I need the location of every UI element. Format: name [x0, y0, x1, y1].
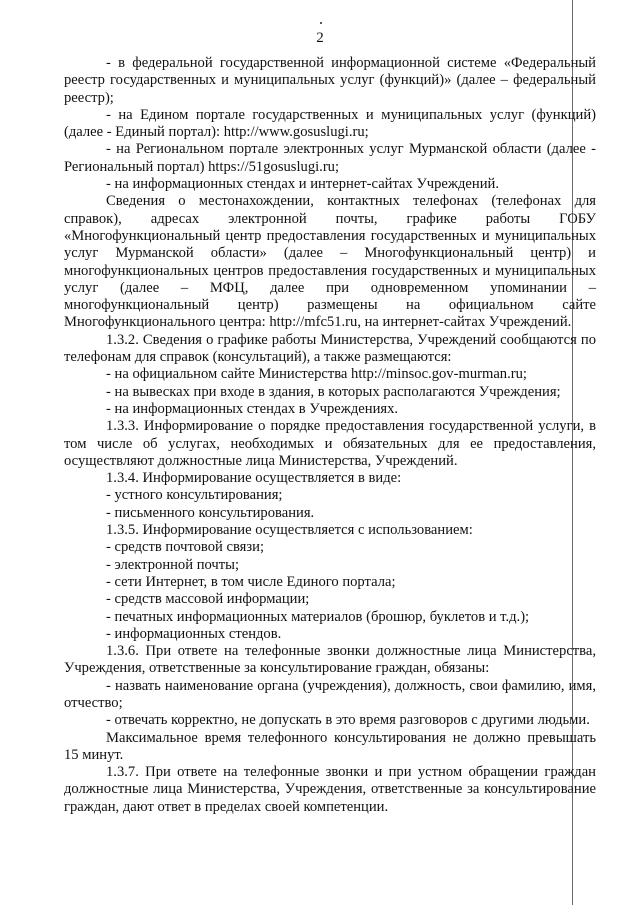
paragraph: 1.3.6. При ответе на телефонные звонки должностные лица Министерства, Учреждения, ответственные за консультирование граждан, обязаны: [64, 643, 596, 677]
paragraph: - устного консультирования; [106, 487, 283, 504]
paragraph: 1.3.5. Информирование осуществляется с использованием: [106, 522, 473, 539]
paragraph: 1.3.7. При ответе на телефонные звонки и при устном обращении граждан должностные лица Министерства, Учреждения, ответственные за консультирование граждан, дают ответ в пределах своей компетенции. [64, 764, 596, 815]
paragraph: - средств почтовой связи; [106, 539, 265, 556]
paragraph: Сведения о местонахождении, контактных телефонах (телефонах для справок), адресах электронной почты, графике работы ГОБУ «Многофункциональный центр предоставления государственных и муниципальных услуг Мурманской области» (далее – Многофункциональный центр) и многофункциональных центров предоставления государственных и муниципальных услуг (далее – МФЦ, далее при одновременном упоминании – многофункциональный центр) размещены на официальном сайте Многофункционального центра: http://mfc51.ru, на интернет-сайтах Учреждений. [64, 193, 596, 331]
scan-mark [320, 22, 322, 24]
paragraph: - печатных информационных материалов (брошюр, буклетов и т.д.); [106, 608, 530, 625]
paragraph: 1.3.3. Информирование о порядке предоставления государственной услуги, в том числе об услугах, необходимых и обязательных для ее предоставления, осуществляют должностные лица Министерства, Учреждений. [64, 418, 596, 469]
paragraph: - на Едином портале государственных и муниципальных услуг (функций) (далее - Единый портал): http://www.gosuslugi.ru; [64, 106, 596, 141]
page-number: 2 [316, 30, 324, 46]
paragraph: - на информационных стендах в Учреждениях. [106, 400, 399, 417]
paragraph: - электронной почты; [106, 556, 239, 573]
paragraph: - в федеральной государственной информационной системе «Федеральный реестр государственных и муниципальных услуг (функций)» (далее – федеральный реестр); [64, 55, 596, 106]
paragraph: - средств массовой информации; [106, 591, 310, 608]
paragraph: - информационных стендов. [106, 625, 282, 642]
paragraph: - на Региональном портале электронных услуг Мурманской области (далее - Региональный портал) https://51gosuslugi.ru; [64, 141, 596, 175]
paragraph: - отвечать корректно, не допускать в это время разговоров с другими людьми. [106, 712, 590, 729]
paragraph: 1.3.4. Информирование осуществляется в виде: [106, 470, 402, 487]
paragraph: - назвать наименование органа (учреждения), должность, свои фамилию, имя, отчество; [64, 677, 596, 711]
paragraph: 1.3.2. Сведения о графике работы Министерства, Учреждений сообщаются по телефонам для справок (консультаций), а также размещаются: [64, 331, 596, 366]
paragraph: - на информационных стендах и интернет-сайтах Учреждений. [106, 176, 499, 193]
paragraph: Максимальное время телефонного консультирования не должно превышать 15 минут. [64, 729, 596, 763]
paragraph: - на официальном сайте Министерства http://minsoc.gov-murman.ru; [106, 366, 527, 383]
document-body [64, 55, 596, 816]
paragraph: - на вывесках при входе в здания, в которых располагаются Учреждения; [106, 383, 561, 400]
paragraph: - письменного консультирования. [106, 504, 315, 521]
paragraph: - сети Интернет, в том числе Единого портала; [106, 573, 396, 590]
